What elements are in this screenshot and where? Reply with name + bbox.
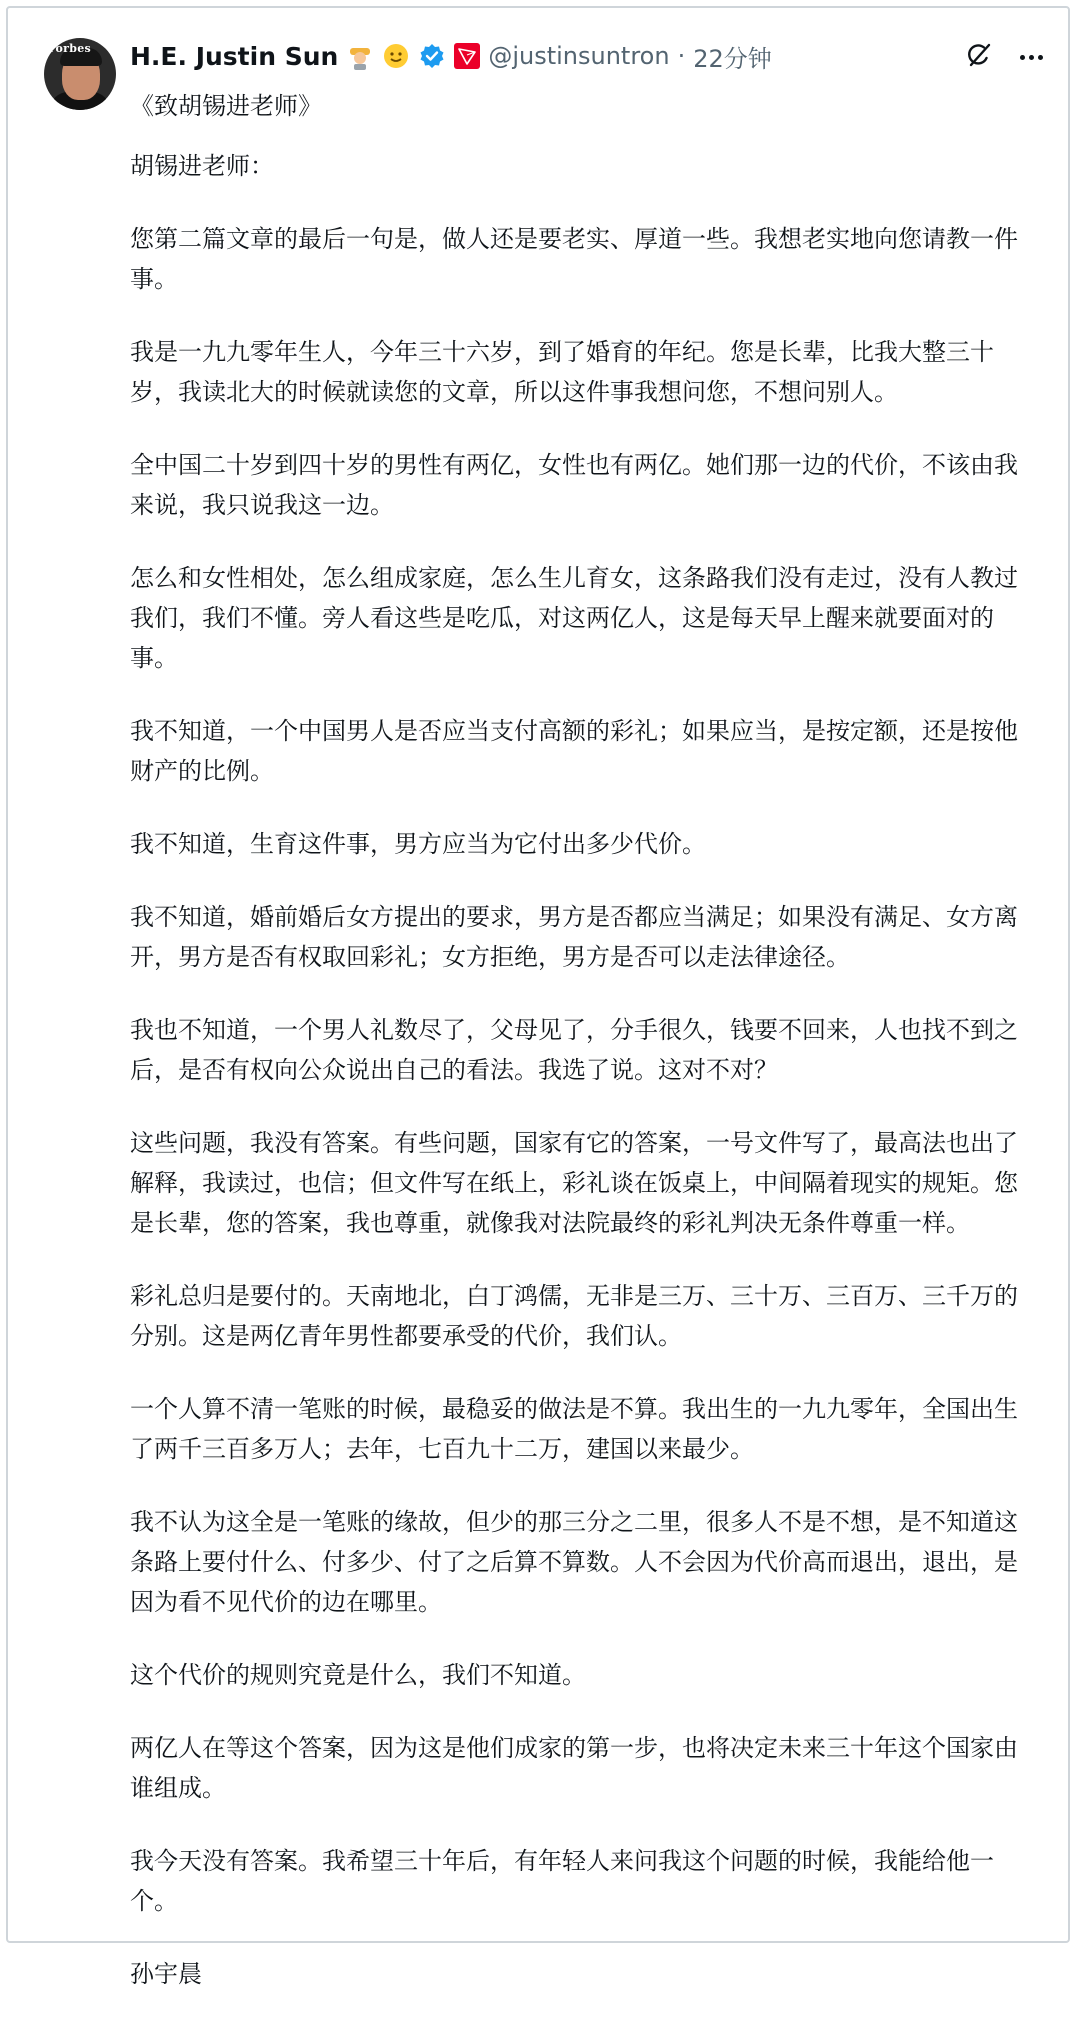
paragraph: 我今天没有答案。我希望三十年后，有年轻人来问我这个问题的时候，我能给他一个。 <box>130 1847 994 1915</box>
paragraph: 这个代价的规则究竟是什么，我们不知道。 <box>130 1661 586 1689</box>
verified-badge-icon[interactable] <box>418 42 446 70</box>
more-options-button[interactable] <box>1014 42 1048 72</box>
paragraph: 您第二篇文章的最后一句是，做人还是要老实、厚道一些。我想老实地向您请教一件事。 <box>130 225 1018 293</box>
paragraph: 一个人算不清一笔账的时候，最稳妥的做法是不算。我出生的一九九零年，全国出生了两千三百多万人；去年，七百九十二万，建国以来最少。 <box>130 1395 1018 1463</box>
post-title: 《致胡锡进老师》 <box>130 92 322 120</box>
author-handle[interactable]: @justinsuntron <box>488 42 670 70</box>
construction-worker-emoji-icon <box>346 42 374 70</box>
paragraph: 我不认为这全是一笔账的缘故，但少的那三分之二里，很多人不是不想，是不知道这条路上要付什么、付多少、付了之后算不算数。人不会因为代价高而退出，退出，是因为看不见代价的边在哪里。 <box>130 1508 1018 1616</box>
paragraph: 全中国二十岁到四十岁的男性有两亿，女性也有两亿。她们那一边的代价，不该由我来说，我只说我这一边。 <box>130 451 1018 519</box>
greeting: 胡锡进老师： <box>130 152 274 180</box>
grok-button[interactable] <box>964 42 994 72</box>
paragraph: 彩礼总归是要付的。天南地北，白丁鸿儒，无非是三万、三十万、三百万、三千万的分别。这是两亿青年男性都要承受的代价，我们认。 <box>130 1282 1018 1350</box>
paragraph: 怎么和女性相处，怎么组成家庭，怎么生儿育女，这条路我们没有走过，没有人教过我们，我们不懂。旁人看这些是吃瓜，对这两亿人，这是每天早上醒来就要面对的事。 <box>130 564 1018 672</box>
avatar[interactable] <box>44 38 116 110</box>
avatar-forbes-text: Forbes <box>48 42 92 55</box>
post-card <box>6 6 1070 1988</box>
author-name[interactable]: H.E. Justin Sun <box>130 41 339 71</box>
paragraph: 这些问题，我没有答案。有些问题，国家有它的答案，一号文件写了，最高法也出了解释，我读过，也信；但文件写在纸上，彩礼谈在饭桌上，中间隔着现实的规矩。您是长辈，您的答案，我也尊重，就像我对法院最终的彩礼判决无条件尊重一样。 <box>130 1129 1018 1237</box>
separator-dot: · <box>677 42 686 70</box>
paragraph: 两亿人在等这个答案，因为这是他们成家的第一步，也将决定未来三十年这个国家由谁组成。 <box>130 1734 1018 1802</box>
paragraph: 我不知道，生育这件事，男方应当为它付出多少代价。 <box>130 830 706 858</box>
post-time[interactable]: 22分钟 <box>693 44 772 73</box>
post-body <box>130 146 1040 2027</box>
tron-logo-icon <box>454 43 480 69</box>
paragraph: 我也不知道，一个男人礼数尽了，父母见了，分手很久，钱要不回来，人也找不到之后，是否有权向公众说出自己的看法。我选了说。这对不对？ <box>130 1016 1018 1084</box>
more-icon-dot <box>1020 55 1025 60</box>
post-header <box>130 38 772 74</box>
signature: 孙宇晨 <box>130 1960 202 1988</box>
paragraph: 我不知道，一个中国男人是否应当支付高额的彩礼；如果应当，是按定额，还是按他财产的比例。 <box>130 717 1018 785</box>
paragraph: 我不知道，婚前婚后女方提出的要求，男方是否都应当满足；如果没有满足、女方离开，男方是否有权取回彩礼；女方拒绝，男方是否可以走法律途径。 <box>130 903 1018 971</box>
smiley-emoji-icon <box>382 42 410 70</box>
grok-icon <box>965 41 993 73</box>
more-icon-dot <box>1029 55 1034 60</box>
more-icon-dot <box>1038 55 1043 60</box>
paragraph: 我是一九九零年生人，今年三十六岁，到了婚育的年纪。您是长辈，比我大整三十岁，我读北大的时候就读您的文章，所以这件事我想问您，不想问别人。 <box>130 338 994 406</box>
